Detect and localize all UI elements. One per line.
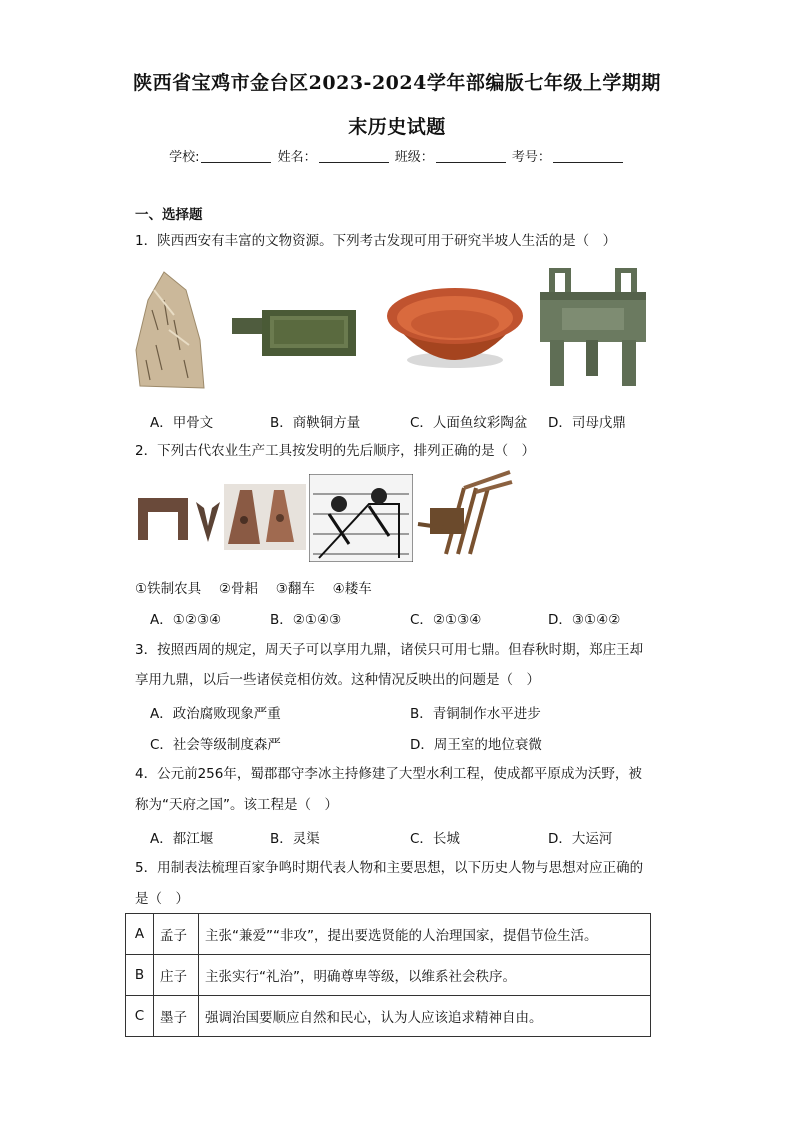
q4-stem-line2: 称为“天府之国”。该工程是（ ） [135, 797, 338, 813]
iron-plow-tip-image [194, 500, 222, 546]
table-row[interactable] [126, 914, 651, 955]
q3-option-a[interactable]: A．政治腐败现象严重 [150, 706, 281, 722]
q1-option-a[interactable]: A．甲骨文 [150, 415, 214, 431]
simuwu-ding-image [538, 268, 648, 390]
q4-option-c[interactable]: C．长城 [410, 831, 460, 847]
table-row[interactable] [126, 996, 651, 1037]
q2-stem: 2．下列古代农业生产工具按发明的先后顺序，排列正确的是（ ） [135, 443, 536, 459]
q1-option-d[interactable]: D．司母戊鼎 [548, 415, 626, 431]
q1-option-b[interactable]: B．商鞅铜方量 [270, 415, 361, 431]
q3-option-d[interactable]: D．周王室的地位衰微 [410, 737, 542, 753]
q1-option-c[interactable]: C．人面鱼纹彩陶盆 [410, 415, 528, 431]
seed-drill-image [416, 468, 516, 560]
q3-option-c[interactable]: C．社会等级制度森严 [150, 737, 281, 753]
row-person: 孟子 [154, 914, 199, 955]
row-letter: B [126, 955, 154, 996]
exam-number-blank[interactable] [553, 150, 623, 163]
row-person: 庄子 [154, 955, 199, 996]
row-idea: 主张“兼爱”“非攻”，提出要选贤能的人治理国家，提倡节俭生活。 [199, 914, 651, 955]
q3-option-b[interactable]: B．青铜制作水平进步 [410, 706, 541, 722]
q3-stem-line2: 享用九鼎，以后一些诸侯竞相仿效。这种情况反映出的问题是（ ） [135, 672, 540, 688]
q5-table [125, 913, 651, 1037]
q1-stem: 1．陕西西安有丰富的文物资源。下列考古发现可用于研究半坡人生活的是（ ） [135, 233, 617, 249]
school-label: 学校: [169, 150, 200, 165]
exam-number-label: 考号： [511, 150, 551, 165]
q2-option-b[interactable]: B．②①④③ [270, 612, 342, 628]
q2-items: ①铁制农具 ②骨耜 ③翻车 ④耧车 [135, 581, 372, 597]
iron-hoe-image [134, 490, 192, 546]
q2-option-a[interactable]: A．①②③④ [150, 612, 222, 628]
section-heading: 一、选择题 [135, 207, 203, 223]
name-blank[interactable] [319, 150, 389, 163]
bone-spade-image [224, 484, 306, 550]
table-row[interactable] [126, 955, 651, 996]
row-person: 墨子 [154, 996, 199, 1037]
q5-stem-line2: 是（ ） [135, 891, 189, 907]
q2-option-d[interactable]: D．③①④② [548, 612, 621, 628]
school-blank[interactable] [201, 150, 271, 163]
class-label: 班级： [394, 150, 434, 165]
q4-stem-line1: 4．公元前256年，蜀郡郡守李冰主持修建了大型水利工程，使成都平原成为沃野，被 [135, 766, 642, 782]
page-title-line2: 末历史试题 [348, 116, 446, 138]
shang-yang-bronze-measure-image [232, 308, 357, 358]
class-blank[interactable] [436, 150, 506, 163]
q5-stem-line1: 5．用制表法梳理百家争鸣时期代表人物和主要思想，以下历史人物与思想对应正确的 [135, 860, 644, 876]
painted-pottery-basin-image [384, 284, 526, 380]
student-info-row [0, 146, 794, 165]
q3-stem-line1: 3．按照西周的规定，周天子可以享用九鼎，诸侯只可用七鼎。但春秋时期，郑庄王却 [135, 642, 644, 658]
name-label: 姓名： [277, 150, 317, 165]
page-title-line1: 陕西省宝鸡市金台区2023-2024学年部编版七年级上学期期 [133, 72, 661, 94]
oracle-bone-image [134, 270, 206, 390]
row-letter: C [126, 996, 154, 1037]
q4-option-a[interactable]: A．都江堰 [150, 831, 214, 847]
q2-option-c[interactable]: C．②①③④ [410, 612, 482, 628]
q4-option-d[interactable]: D．大运河 [548, 831, 613, 847]
row-letter: A [126, 914, 154, 955]
square-pallet-chain-pump-image [309, 474, 413, 562]
q4-option-b[interactable]: B．灵渠 [270, 831, 320, 847]
row-idea: 强调治国要顺应自然和民心，认为人应该追求精神自由。 [199, 996, 651, 1037]
row-idea: 主张实行“礼治”，明确尊卑等级，以维系社会秩序。 [199, 955, 651, 996]
